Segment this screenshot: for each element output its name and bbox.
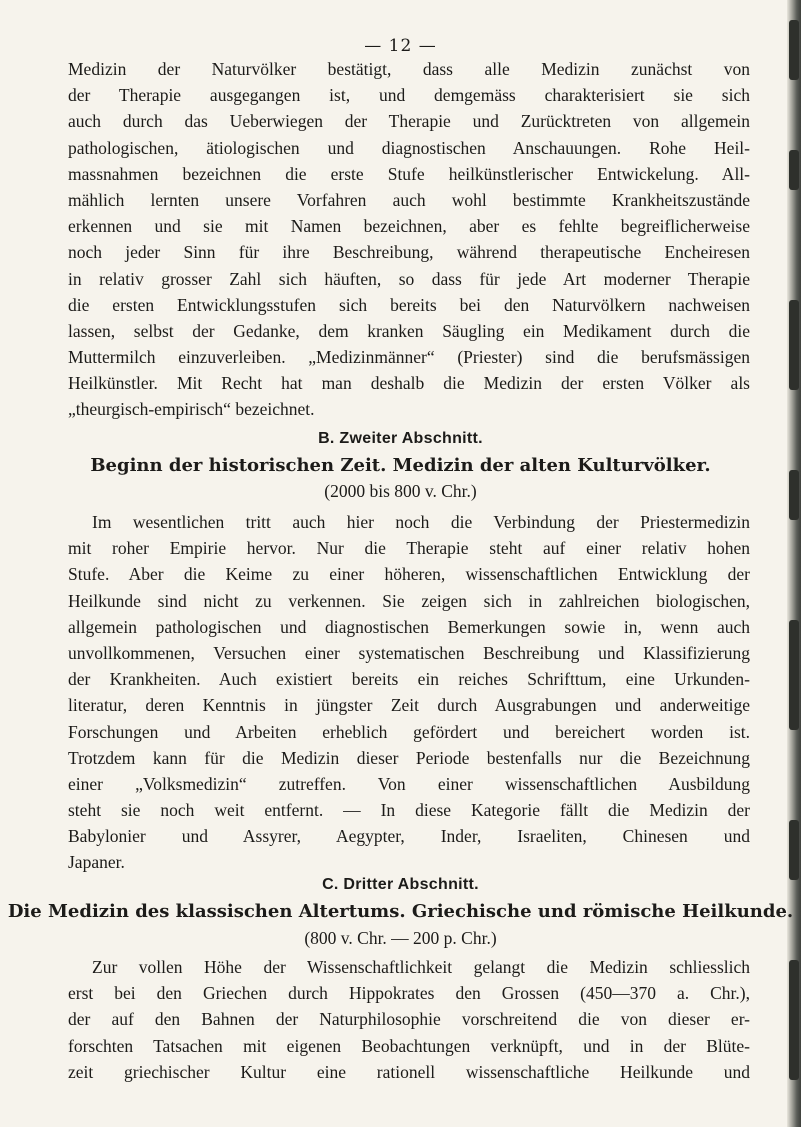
text-line: noch jeder Sinn für ihre Beschreibung, während therapeutische Encheiresen (68, 242, 750, 263)
text-line: allgemein pathologischen und diagnostischen Bemerkungen sowie in, wenn auch (68, 616, 750, 637)
paragraph-kulturvoelker (68, 509, 750, 876)
page-edge-shadow (787, 0, 801, 1127)
text-line: lassen, selbst der Gedanke, dem kranken Säugling ein Medikament durch die (68, 320, 750, 341)
text-line: in relativ grosser Zahl sich häuften, so dass für jede Art moderner Therapie (68, 268, 750, 289)
section-c-title: Die Medizin des klassischen Altertums. Griechische und römische Heilkunde. (7, 901, 794, 922)
text-line: der auf den Bahnen der Naturphilosophie vorschreitend die von dieser er- (68, 1009, 750, 1030)
text-line: zeit griechischer Kultur eine rationell wissenschaftliche Heilkunde und (68, 1061, 750, 1082)
text-line: der Therapie ausgegangen ist, und demgemäss charakterisiert sie sich (68, 85, 750, 106)
text-line: Forschungen und Arbeiten erheblich gefördert und bereichert worden ist. (68, 721, 750, 742)
text-line: erst bei den Griechen durch Hippokrates den Grossen (450—370 a. Chr.), (68, 983, 750, 1004)
text-line: einer „Volksmedizin“ zutreffen. Von einer wissenschaftlichen Ausbildung (68, 773, 750, 794)
text-line: Muttermilch einzuverleiben. „Medizinmänner“ (Priester) sind die berufsmässigen (68, 347, 750, 368)
text-line: Heilkunde sind nicht zu verkennen. Sie zeigen sich in zahlreichen biologischen, (68, 590, 750, 611)
text-line: Zur vollen Höhe der Wissenschaftlichkeit gelangt die Medizin schliesslich (92, 957, 750, 977)
paragraph-altertum (68, 954, 750, 1085)
text-line: literatur, deren Kenntnis in jüngster Zeit durch Ausgrabungen und anderweitige (68, 695, 750, 716)
text-line: Stufe. Aber die Keime zu einer höheren, wissenschaftlichen Entwicklung der (68, 564, 750, 585)
text-line: Trotzdem kann für die Medizin dieser Periode bestenfalls nur die Bezeichnung (68, 747, 750, 768)
text-line: pathologischen, ätiologischen und diagnostischen Anschauungen. Rohe Heil- (68, 137, 750, 158)
text-line: forschten Tatsachen mit eigenen Beobachtungen verknüpft, und in der Blüte- (68, 1035, 750, 1056)
text-line: erkennen und sie mit Namen bezeichnen, aber es fehlte begreiflicherweise (68, 216, 750, 237)
text-line: die ersten Entwicklungsstufen sich bereits bei den Naturvölkern nachweisen (68, 294, 750, 315)
text-line: Heilkünstler. Mit Recht hat man deshalb die Medizin der ersten Völker als (68, 373, 750, 394)
text-line: Im wesentlichen tritt auch hier noch die Verbindung der Priestermedizin (92, 512, 750, 532)
section-b-dates: (2000 bis 800 v. Chr.) (324, 481, 477, 501)
text-line: mit roher Empirie hervor. Nur die Therapie steht auf einer relativ hohen (68, 538, 750, 559)
page-number: — 12 — (364, 36, 437, 56)
section-c-dates: (800 v. Chr. — 200 p. Chr.) (304, 928, 497, 948)
text-line: Medizin der Naturvölker bestätigt, dass alle Medizin zunächst von (68, 59, 750, 79)
paragraph-naturvoelker (68, 56, 750, 423)
text-line: „theurgisch-empirisch“ bezeichnet. (68, 399, 315, 420)
text-line: Babylonier und Assyrer, Aegypter, Inder, Israeliten, Chinesen und (68, 826, 750, 847)
text-line: auch durch das Ueberwiegen der Therapie und Zurücktreten von allgemein (68, 111, 750, 132)
section-b-label: B. Zweiter Abschnitt. (318, 430, 483, 447)
text-line: Japaner. (68, 852, 125, 873)
text-line: mählich lernten unsere Vorfahren auch wohl bestimmte Krankheitszustände (68, 189, 750, 210)
text-line: steht sie noch weit entfernt. — In diese Kategorie fällt die Medizin der (68, 800, 750, 821)
text-line: unvollkommenen, Versuchen einer systematischen Beschreibung und Klassifizierung (68, 642, 750, 663)
text-line: massnahmen bezeichnen die erste Stufe heilkünstlerischer Entwickelung. All- (68, 163, 750, 184)
text-line: der Krankheiten. Auch existiert bereits ein reiches Schrifttum, eine Urkunden- (68, 669, 750, 690)
section-c-label: C. Dritter Abschnitt. (322, 876, 479, 893)
section-b-title: Beginn der historischen Zeit. Medizin der alten Kulturvölker. (90, 455, 711, 476)
